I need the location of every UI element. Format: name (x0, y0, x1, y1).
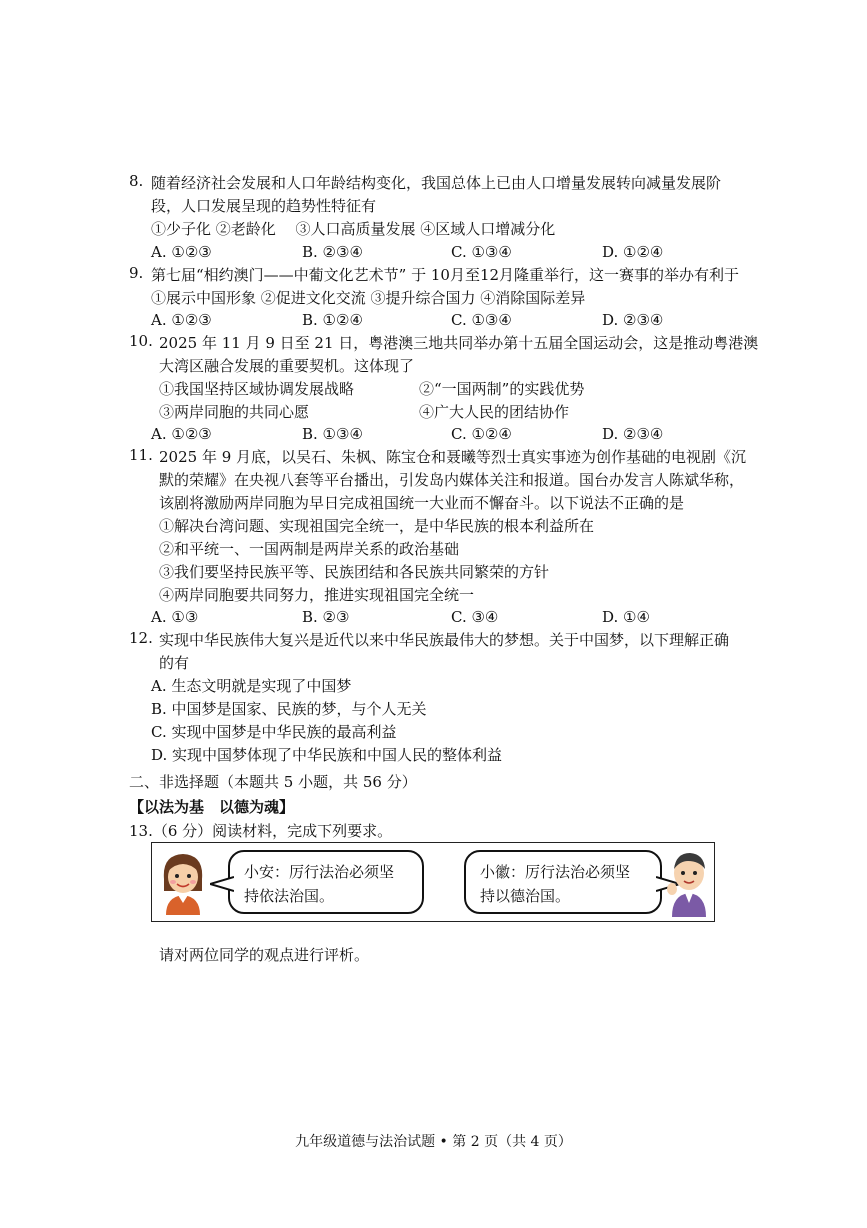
speech-bubble-right (464, 850, 662, 914)
option-b: B. ①②④ (302, 311, 363, 329)
question-number: 11. (129, 446, 153, 464)
question-text: 的有 (159, 654, 190, 672)
question-text: 第七届“相约澳门——中葡文化艺术节” 于 10月至12月隆重举行，这一赛事的举办有利于 (151, 266, 740, 284)
bubble-text: 小安：厉行法治必须坚 (244, 863, 395, 881)
question-text: 段，人口发展呈现的趋势性特征有 (151, 197, 377, 215)
option-c: C. ①②④ (451, 425, 512, 443)
bubble-text: 持依法治国。 (244, 887, 335, 905)
option-d: D. 实现中国梦体现了中华民族和中国人民的整体利益 (151, 746, 503, 764)
bubble-text: 持以德治国。 (480, 887, 571, 905)
option-c: C. ①③④ (451, 243, 512, 261)
option-c: C. ①③④ (451, 311, 512, 329)
question-text: 2025 年 11 月 9 日至 21 日，粤港澳三地共同举办第十五届全国运动会，这是推动粤港澳 (159, 334, 759, 352)
bubble-text: 小徽：厉行法治必须坚 (480, 863, 631, 881)
question-text: 默的荣耀》在央视八套等平台播出，引发岛内媒体关注和报道。国台办发言人陈斌华称， (159, 471, 745, 489)
question-text: 实现中华民族伟大复兴是近代以来中华民族最伟大的梦想。关于中国梦，以下理解正确 (159, 631, 730, 649)
question-number: 9. (129, 264, 144, 282)
speech-bubble-left (228, 850, 424, 914)
question-text: 大湾区融合发展的重要契机。这体现了 (159, 357, 415, 375)
question-text: 2025 年 9 月底，以吴石、朱枫、陈宝仓和聂曦等烈士真实事迹为创作基础的电视剧《沉 (159, 448, 747, 466)
section-heading: 二、非选择题（本题共 5 小题，共 56 分） (129, 773, 417, 791)
option-b: B. ②③ (302, 608, 350, 626)
option-c: C. ③④ (451, 608, 499, 626)
question-item: ④广大人民的团结协作 (419, 403, 570, 421)
bubble-tail-icon (210, 876, 234, 894)
question-item: ①解决台湾问题、实现祖国完全统一，是中华民族的根本利益所在 (159, 517, 595, 535)
theme-heading: 【以法为基 以德为魂】 (129, 798, 295, 816)
option-a: A. ①③ (151, 608, 199, 626)
question-item: ①我国坚持区域协调发展战略 (159, 380, 355, 398)
option-b: B. ①③④ (302, 425, 363, 443)
option-a: A. ①②③ (151, 311, 212, 329)
question-item: ③我们要坚持民族平等、民族团结和各民族共同繁荣的方针 (159, 563, 550, 581)
option-c: C. 实现中国梦是中华民族的最高利益 (151, 723, 397, 741)
question-number: 10. (129, 332, 153, 350)
option-d: D. ②③④ (602, 311, 664, 329)
question-number: 12. (129, 629, 153, 647)
option-d: D. ②③④ (602, 425, 664, 443)
option-a: A. ①②③ (151, 243, 212, 261)
question-heading: 13.（6 分）阅读材料，完成下列要求。 (129, 822, 393, 840)
option-a: A. ①②③ (151, 425, 212, 443)
page-footer: 九年级道德与法治试题 • 第 2 页（共 4 页） (295, 1134, 572, 1150)
question-item: ④两岸同胞要共同努力，推进实现祖国完全统一 (159, 586, 475, 604)
question-number: 8. (129, 172, 144, 190)
material-box (151, 842, 715, 922)
question-text: 该剧将激励两岸同胞为早日完成祖国统一大业而不懈奋斗。以下说法不正确的是 (159, 494, 685, 512)
option-d: D. ①②④ (602, 243, 664, 261)
option-b: B. ②③④ (302, 243, 363, 261)
question-item: ③两岸同胞的共同心愿 (159, 403, 310, 421)
question-items: ①少子化 ②老龄化 ③人口高质量发展 ④区域人口增减分化 (151, 220, 556, 238)
question-prompt: 请对两位同学的观点进行评析。 (159, 946, 370, 964)
girl-avatar (156, 849, 210, 915)
question-items: ①展示中国形象 ②促进文化交流 ③提升综合国力 ④消除国际差异 (151, 289, 586, 307)
question-item: ②“一国两制”的实践优势 (419, 380, 585, 398)
option-a: A. 生态文明就是实现了中国梦 (151, 677, 352, 695)
question-text: 随着经济社会发展和人口年龄结构变化，我国总体上已由人口增量发展转向减量发展阶 (151, 174, 722, 192)
boy-avatar (666, 847, 712, 917)
option-b: B. 中国梦是国家、民族的梦，与个人无关 (151, 700, 427, 718)
question-item: ②和平统一、一国两制是两岸关系的政治基础 (159, 540, 460, 558)
option-d: D. ①④ (602, 608, 650, 626)
